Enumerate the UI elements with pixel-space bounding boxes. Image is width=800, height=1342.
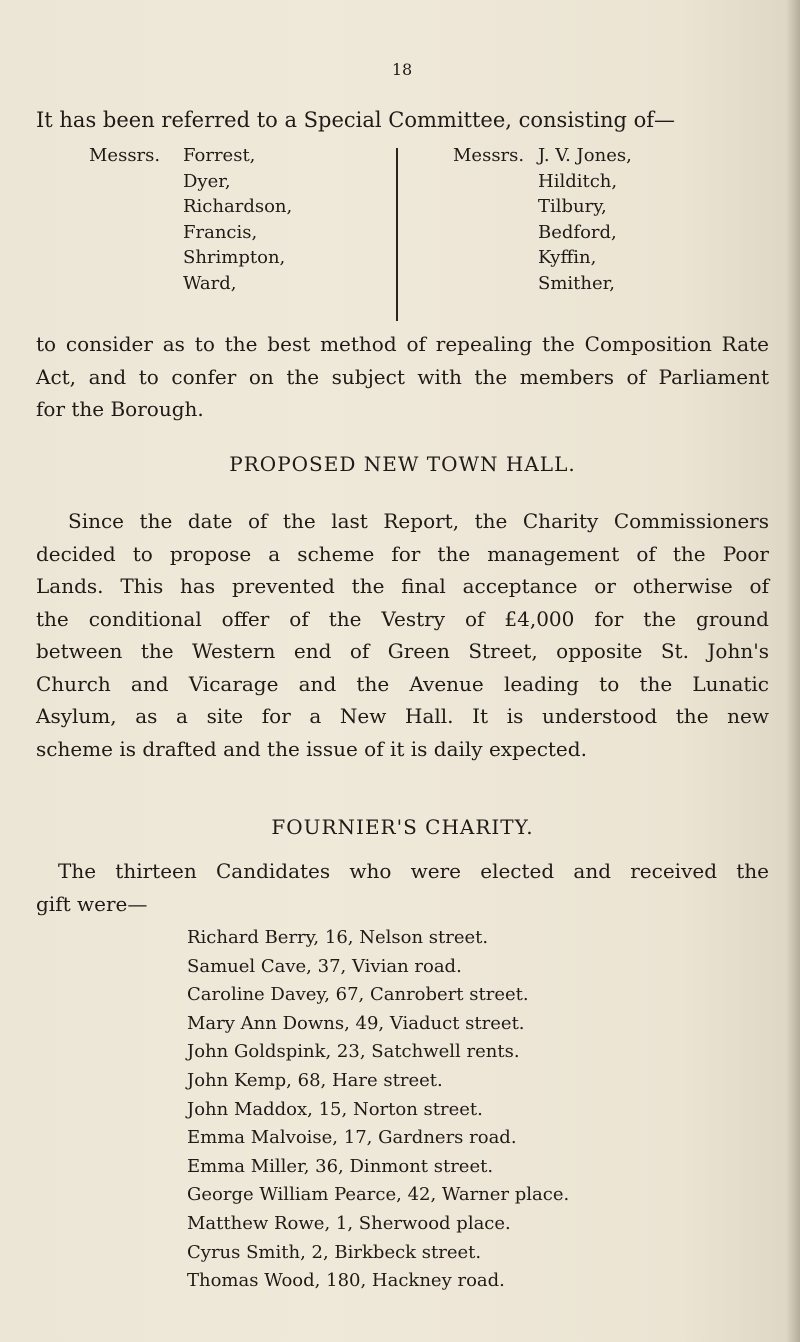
committee-member: Ward,	[183, 272, 237, 294]
committee-member: Dyer,	[183, 170, 231, 192]
list-item: Samuel Cave, 37, Vivian road.	[187, 955, 462, 977]
committee-member: Kyffin,	[538, 247, 597, 268]
committee-member: Hilditch,	[538, 170, 618, 192]
fournier-paragraph	[36, 855, 769, 920]
messrs-label: Messrs.	[453, 145, 525, 166]
text-line: scheme is drafted and the issue of it is daily expected.	[36, 736, 587, 761]
text-line: decided to propose a scheme for the management of the Poor	[36, 541, 769, 566]
section-heading-fournier: FOURNIER'S CHARITY.	[271, 815, 534, 839]
text-line: Act, and to confer on the subject with the members of Parliament	[36, 364, 769, 389]
committee-member: Richardson,	[183, 196, 293, 217]
text-line: Asylum, as a site for a New Hall. It is understood the new	[36, 704, 769, 728]
column-divider	[396, 148, 398, 321]
committee-member: J. V. Jones,	[538, 145, 632, 166]
text-line: The thirteen Candidates who were elected and received the	[58, 859, 769, 883]
text-line: for the Borough.	[36, 397, 204, 421]
committee-member: Tilbury,	[538, 196, 607, 217]
section-heading-town-hall: PROPOSED NEW TOWN HALL.	[229, 452, 576, 476]
candidate-list	[187, 924, 569, 1296]
committee-purpose-paragraph	[36, 328, 769, 426]
page-number: 18	[391, 60, 413, 79]
committee-member: Smither,	[538, 272, 615, 294]
list-item: George William Pearce, 42, Warner place.	[187, 1184, 570, 1206]
text-line: between the Western end of Green Street, opposite St. John's	[36, 639, 769, 663]
list-item: John Kemp, 68, Hare street.	[187, 1069, 443, 1091]
messrs-label: Messrs.	[89, 145, 161, 166]
list-item: Cyrus Smith, 2, Birkbeck street.	[187, 1241, 482, 1263]
list-item: Matthew Rowe, 1, Sherwood place.	[187, 1212, 511, 1234]
list-item: John Goldspink, 23, Satchwell rents.	[187, 1041, 520, 1063]
text-line: Since the date of the last Report, the Charity Commissioners	[68, 509, 769, 533]
committee-intro: It has been referred to a Special Committee, consisting of—	[36, 108, 676, 132]
list-item: Richard Berry, 16, Nelson street.	[187, 927, 489, 948]
list-item: Emma Malvoise, 17, Gardners road.	[187, 1127, 517, 1149]
text-line: Lands. This has prevented the final acceptance or otherwise of	[36, 574, 769, 598]
page-edge-shadow	[786, 0, 800, 1342]
committee-member: Shrimpton,	[183, 247, 286, 268]
list-item: Thomas Wood, 180, Hackney road.	[187, 1270, 505, 1292]
text-line: to consider as to the best method of repealing the Composition Rate	[36, 332, 769, 356]
town-hall-paragraph	[36, 505, 769, 765]
text-line: Church and Vicarage and the Avenue leading to the Lunatic	[36, 671, 769, 696]
list-item: John Maddox, 15, Norton street.	[187, 1098, 483, 1120]
text-line: gift were—	[36, 891, 148, 916]
committee-member: Bedford,	[538, 221, 617, 243]
committee-member: Francis,	[183, 221, 258, 243]
list-item: Emma Miller, 36, Dinmont street.	[187, 1155, 494, 1177]
committee-member: Forrest,	[183, 145, 256, 166]
list-item: Mary Ann Downs, 49, Viaduct street.	[187, 1012, 525, 1034]
text-line: the conditional offer of the Vestry of £4,000 for the ground	[36, 606, 769, 631]
list-item: Caroline Davey, 67, Canrobert street.	[187, 984, 529, 1006]
